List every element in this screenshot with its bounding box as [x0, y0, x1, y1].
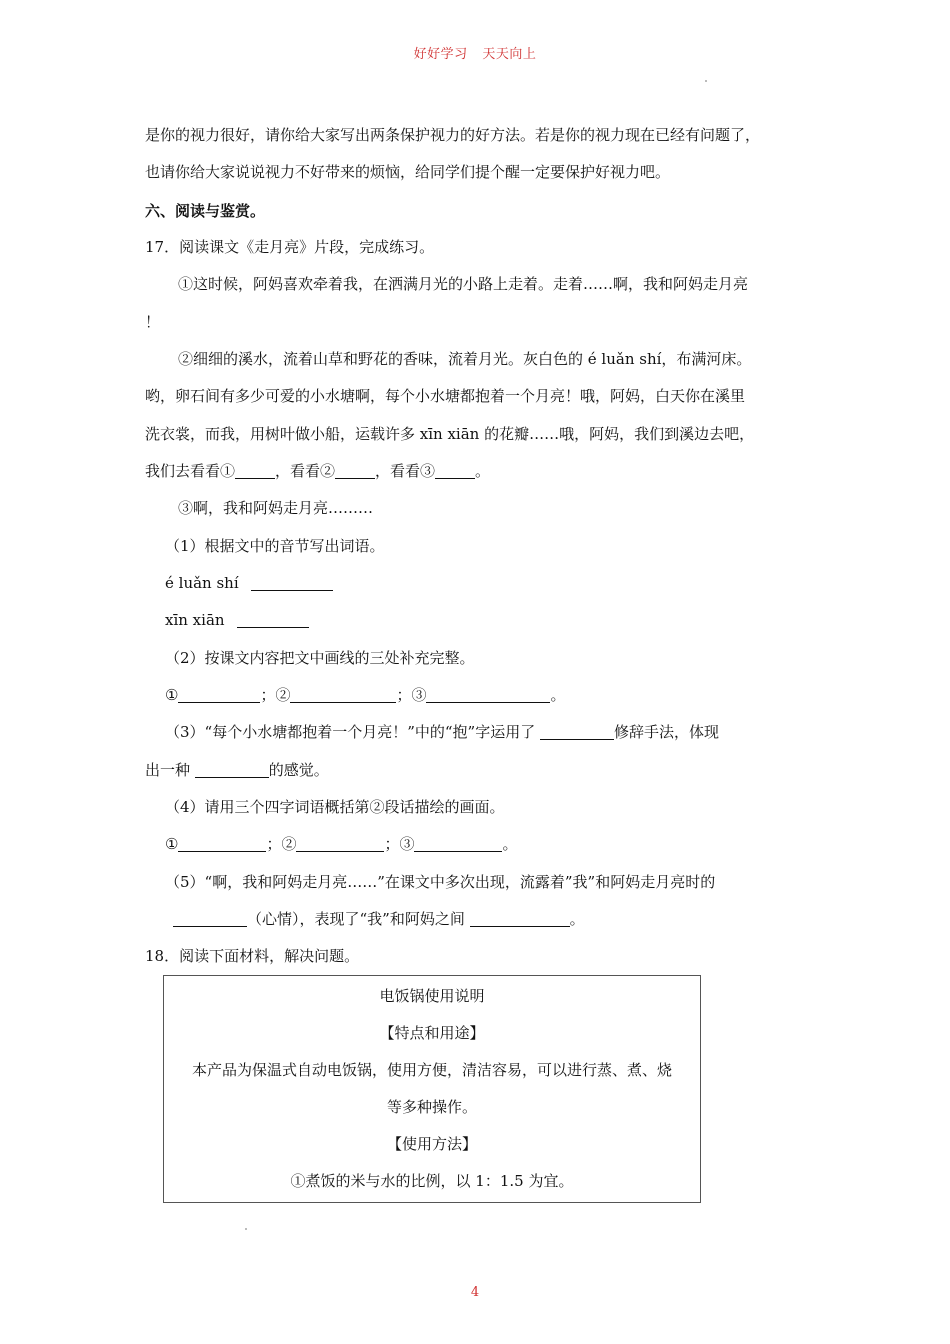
pinyin-row-1 [165, 572, 333, 594]
intro-line-2: 也请你给大家说说视力不好带来的烦恼，给同学们提个醒一定要保护好视力吧。 [145, 163, 671, 181]
answer-row-4 [165, 833, 518, 855]
text: （心情），表现了“我”和阿妈之间 [247, 910, 465, 928]
text: 。 [550, 686, 566, 704]
text: ① [165, 835, 179, 853]
answer-blank[interactable] [296, 835, 384, 852]
answer-blank[interactable] [178, 835, 266, 852]
text: （3）“每个小水塘都抱着一个月亮！”中的“抱”字运用了 [165, 723, 536, 741]
passage-p2-line3: 洗衣裳，而我，用树叶做小船，运载许多 xīn xiān 的花瓣……哦，阿妈，我们到溪边去吧， [145, 425, 755, 443]
answer-blank[interactable] [178, 686, 260, 703]
page-header [0, 43, 950, 62]
answer-blank[interactable] [426, 686, 550, 703]
text: ；③ [396, 686, 427, 704]
question-17-stem: 17．阅读课文《走月亮》片段，完成练习。 [145, 238, 435, 256]
box-text-line1: 本产品为保温式自动电饭锅，使用方便，清洁容易，可以进行蒸、煮、烧 [191, 1061, 672, 1079]
sub-question-1: （1）根据文中的音节写出词语。 [165, 537, 385, 555]
text: ，看看② [275, 462, 336, 480]
underline-blank[interactable] [435, 462, 475, 479]
passage-p1-line1: ①这时候，阿妈喜欢牵着我，在洒满月光的小路上走着。走着……啊，我和阿妈走月亮 [178, 275, 749, 293]
sub-question-5-line2 [173, 908, 585, 930]
text: ；② [266, 835, 297, 853]
header-right-text: 天天向上 [482, 47, 537, 62]
answer-blank[interactable] [173, 910, 247, 927]
underline-blank[interactable] [335, 462, 375, 479]
answer-blank[interactable] [237, 611, 309, 628]
passage-p2-line1: ②细细的溪水，流着山草和野花的香味，流着月光。灰白色的 é luǎn shí，布满河床。 [178, 350, 752, 368]
sub-question-5-line1: （5）“啊，我和阿妈走月亮……”在课文中多次出现，流露着”我”和阿妈走月亮时的 [165, 873, 716, 891]
sub-question-3-line1 [165, 721, 719, 743]
text: 。 [569, 910, 585, 928]
text: 修辞手法，体现 [614, 723, 720, 741]
pinyin-text: xīn xiān [165, 611, 225, 629]
text: 的感觉。 [268, 761, 329, 779]
text: ；③ [384, 835, 415, 853]
intro-line-1: 是你的视力很好，请你给大家写出两条保护视力的好方法。若是你的视力现在已经有问题了， [145, 126, 761, 144]
sub-question-2: （2）按课文内容把文中画线的三处补充完整。 [165, 649, 475, 667]
box-heading-features: 【特点和用途】 [379, 1024, 485, 1042]
box-title: 电饭锅使用说明 [379, 987, 485, 1005]
answer-row-2 [165, 684, 566, 706]
section-title: 六、阅读与鉴赏。 [145, 202, 266, 220]
question-18-stem: 18．阅读下面材料，解决问题。 [145, 947, 360, 965]
pinyin-row-2 [165, 609, 309, 631]
sub-question-4: （4）请用三个四字词语概括第②段话描绘的画面。 [165, 798, 505, 816]
sub-question-3-line2 [145, 759, 329, 781]
passage-p1-line2: ！ [145, 313, 161, 331]
underline-blank[interactable] [235, 462, 275, 479]
box-text-line3: ①煮饭的米与水的比例，以 1：1.5 为宜。 [290, 1172, 574, 1190]
answer-blank[interactable] [290, 686, 396, 703]
header-left-text: 好好学习 [413, 47, 468, 62]
pinyin-text: é luǎn shí [165, 574, 239, 592]
answer-blank[interactable] [195, 761, 269, 778]
page-number: 4 [470, 1285, 480, 1300]
text: 我们去看看① [145, 462, 236, 480]
answer-blank[interactable] [540, 723, 614, 740]
text: ① [165, 686, 179, 704]
text: 出一种 [145, 761, 191, 779]
passage-p3: ③啊，我和阿妈走月亮……… [178, 499, 374, 517]
scan-dot [705, 80, 707, 82]
box-heading-usage: 【使用方法】 [386, 1135, 477, 1153]
passage-p2-line4 [145, 460, 490, 482]
answer-blank[interactable] [414, 835, 502, 852]
answer-blank[interactable] [251, 574, 333, 591]
text: ；② [260, 686, 291, 704]
answer-blank[interactable] [470, 910, 570, 927]
passage-p2-line2: 哟，卵石间有多少可爱的小水塘啊，每个小水塘都抱着一个月亮！哦，阿妈，白天你在溪里 [145, 387, 746, 405]
instruction-box [163, 975, 701, 1203]
box-text-line2: 等多种操作。 [386, 1098, 477, 1116]
scan-dot [245, 1228, 247, 1230]
text: 。 [502, 835, 518, 853]
text: 。 [475, 462, 491, 480]
text: ，看看③ [375, 462, 436, 480]
